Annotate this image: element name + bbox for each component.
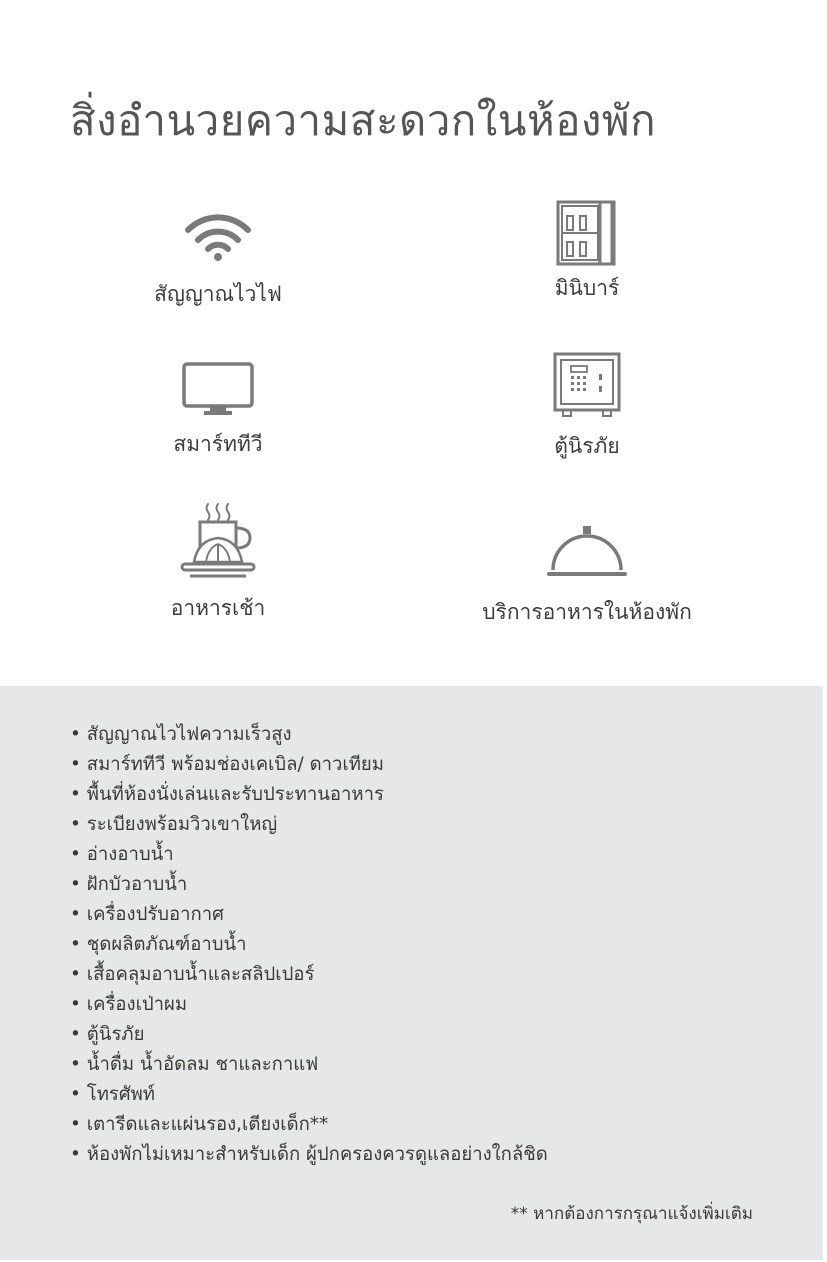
list-item: • ชุดผลิตภัณฑ์อาบน้ำ [70,930,548,960]
footnote: ** หากต้องการกรุณาแจ้งเพิ่มเติม [510,1204,753,1224]
list-item: • เสื้อคลุมอาบน้ำและสลิปเปอร์ [70,960,548,990]
wifi-icon [53,208,383,264]
list-item: • สมาร์ททีวี พร้อมช่องเคเบิล/ ดาวเทียม [70,750,548,780]
safe-icon [422,350,752,420]
list-item: • น้ำดื่ม น้ำอัดลม ชาและกาแฟ [70,1050,548,1080]
page-title: สิ่งอำนวยความสะดวกในห้องพัก [70,96,657,145]
breakfast-icon [53,500,383,582]
list-item: • โทรศัพท์ [70,1080,548,1110]
tv-icon [53,360,383,418]
features-panel [0,686,823,1260]
amenity-label: สมาร์ททีวี [173,432,263,456]
list-item: • ตู้นิรภัย [70,1020,548,1050]
cloche-icon [422,524,752,580]
list-item: • สัญญาณไวไฟความเร็วสูง [70,720,548,750]
list-item: • เตารีดและแผ่นรอง,เตียงเด็ก** [70,1110,548,1140]
amenity-tv [53,360,383,461]
amenity-minibar [422,198,752,305]
amenity-label: บริการอาหารในห้องพัก [482,600,692,624]
amenity-label: อาหารเช้า [170,596,266,620]
amenity-room-service [422,524,752,629]
list-item: • เครื่องเป่าผม [70,990,548,1020]
amenity-label: มินิบาร์ [554,276,620,300]
amenity-breakfast [53,500,383,625]
list-item: • ฝักบัวอาบน้ำ [70,870,548,900]
amenity-label: สัญญาณไวไฟ [154,282,282,306]
amenity-safe [422,350,752,463]
feature-list [70,720,548,1170]
list-item: • ห้องพักไม่เหมาะสำหรับเด็ก ผู้ปกครองควรดูแลอย่างใกล้ชิด [70,1140,548,1170]
minibar-icon [422,198,752,268]
list-item: • ระเบียงพร้อมวิวเขาใหญ่ [70,810,548,840]
list-item: • พื้นที่ห้องนั่งเล่นและรับประทานอาหาร [70,780,548,810]
list-item: • เครื่องปรับอากาศ [70,900,548,930]
list-item: • อ่างอาบน้ำ [70,840,548,870]
amenity-label: ตู้นิรภัย [554,434,620,458]
amenity-wifi [53,208,383,311]
